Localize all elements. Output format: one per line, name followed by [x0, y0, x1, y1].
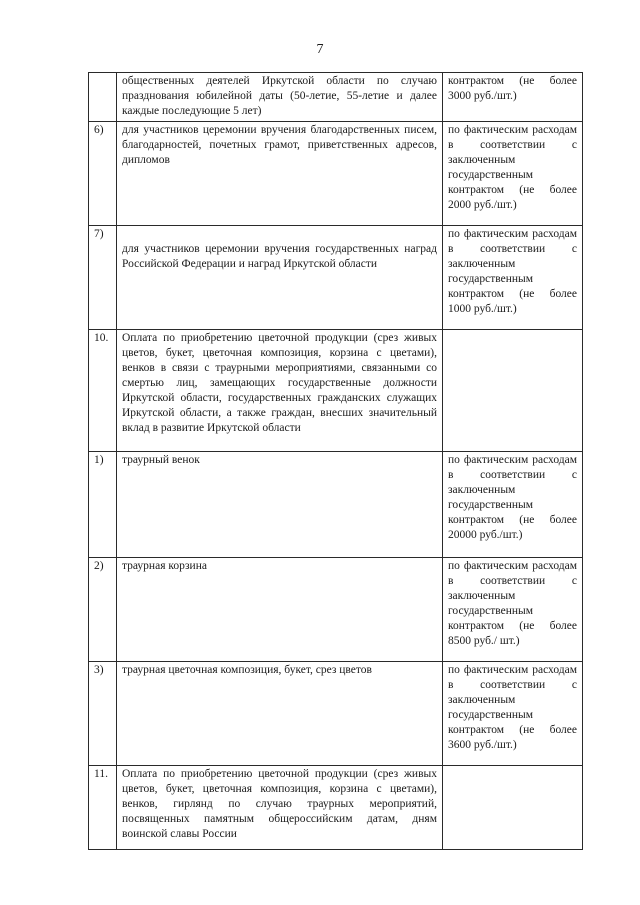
page-number: 7	[316, 42, 324, 57]
row-description	[117, 226, 443, 330]
row-number: 11.	[89, 766, 117, 850]
row-price: по фактическим расходам в соответствии с заключенным государственным контрактом (не более 8500 руб./ шт.)	[443, 558, 583, 662]
cost-table	[88, 72, 583, 850]
table-row	[89, 226, 583, 330]
row-description: Оплата по приобретению цветочной продукции (срез живых цветов, букет, цветочная композиция, корзина с цветами), венков в связи с траурными мероприятиями, связанными со смертью лиц, замещающих государственные должности Иркутской области, государственных гражданских служащих Иркутской области, а также граждан, внесших значительный вклад в развитие Иркутской области	[117, 330, 443, 452]
row-price: контрактом (не более 3000 руб./шт.)	[443, 73, 583, 122]
row-number: 10.	[89, 330, 117, 452]
row-price: по фактическим расходам в соответствии с заключенным государственным контрактом (не более 1000 руб./шт.)	[443, 226, 583, 330]
row-number: 7)	[89, 226, 117, 330]
row-description: траурная цветочная композиция, букет, срез цветов	[117, 662, 443, 766]
row-number	[89, 73, 117, 122]
table-row	[89, 662, 583, 766]
table-row	[89, 452, 583, 558]
table-row	[89, 766, 583, 850]
row-number: 1)	[89, 452, 117, 558]
row-number: 6)	[89, 122, 117, 226]
row-description: Оплата по приобретению цветочной продукции (срез живых цветов, букет, цветочная композиция, корзина с цветами), венков, гирлянд по случаю траурных мероприятий, посвященных памятным общероссийским датам, дням воинской славы России	[117, 766, 443, 850]
table-row	[89, 558, 583, 662]
row-spacer	[122, 227, 437, 242]
table-row	[89, 73, 583, 122]
row-price: по фактическим расходам в соответствии с заключенным государственным контрактом (не более 2000 руб./шт.)	[443, 122, 583, 226]
row-description: траурный венок	[117, 452, 443, 558]
row-number: 3)	[89, 662, 117, 766]
row-description: траурная корзина	[117, 558, 443, 662]
table-row	[89, 330, 583, 452]
row-number: 2)	[89, 558, 117, 662]
row-description: для участников церемонии вручения благодарственных писем, благодарностей, почетных грамот, приветственных адресов, дипломов	[117, 122, 443, 226]
row-price: по фактическим расходам в соответствии с заключенным государственным контрактом (не более 20000 руб./шт.)	[443, 452, 583, 558]
row-price	[443, 766, 583, 850]
row-description: общественных деятелей Иркутской области по случаю празднования юбилейной даты (50-летие, 55-летие и далее каждые последующие 5 лет)	[117, 73, 443, 122]
row-price: по фактическим расходам в соответствии с заключенным государственным контрактом (не более 3600 руб./шт.)	[443, 662, 583, 766]
row-price	[443, 330, 583, 452]
table-row	[89, 122, 583, 226]
row-description-text: для участников церемонии вручения государственных наград Российской Федерации и наград Иркутской области	[122, 243, 437, 270]
